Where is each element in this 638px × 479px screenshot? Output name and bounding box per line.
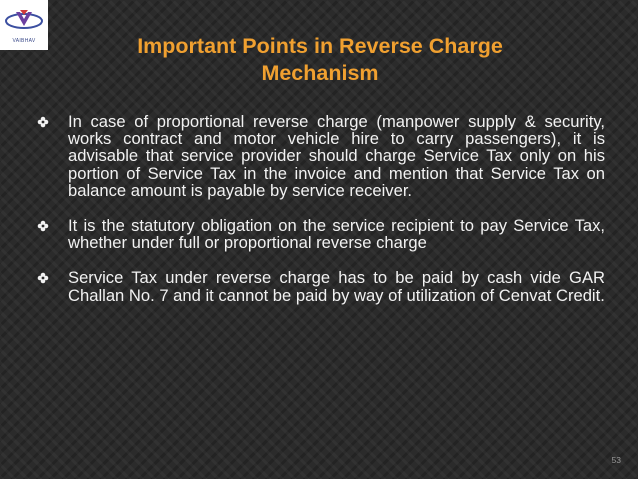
- diamond-flower-bullet-icon: [37, 220, 49, 232]
- bullet-text: It is the statutory obligation on the service recipient to pay Service Tax, whether under full or proportional reverse charge: [68, 216, 605, 253]
- bullet-item: [37, 113, 605, 199]
- bullet-item: [37, 269, 605, 303]
- bullet-text: In case of proportional reverse charge (manpower supply & security, works contract and motor vehicle hire to carry passengers), it is advisable that service provider should charge Service Tax only on his portion of Service Tax in the invoice and mention that Service Tax on balance amount is payable by service receiver.: [68, 112, 605, 200]
- bullet-text: Service Tax under reverse charge has to be paid by cash vide GAR Challan No. 7 and it cannot be paid by way of utilization of Cenvat Credit.: [68, 268, 605, 305]
- slide-number: 53: [611, 455, 621, 465]
- diamond-flower-bullet-icon: [37, 272, 49, 284]
- bullet-item: [37, 217, 605, 251]
- diamond-flower-bullet-icon: [37, 116, 49, 128]
- slide-title: Important Points in Reverse Charge Mechanism: [137, 34, 503, 85]
- logo-text: VAIBHAV: [12, 38, 36, 44]
- company-logo: [0, 0, 48, 50]
- bullet-list: [37, 113, 605, 322]
- logo-emblem-icon: [4, 6, 44, 38]
